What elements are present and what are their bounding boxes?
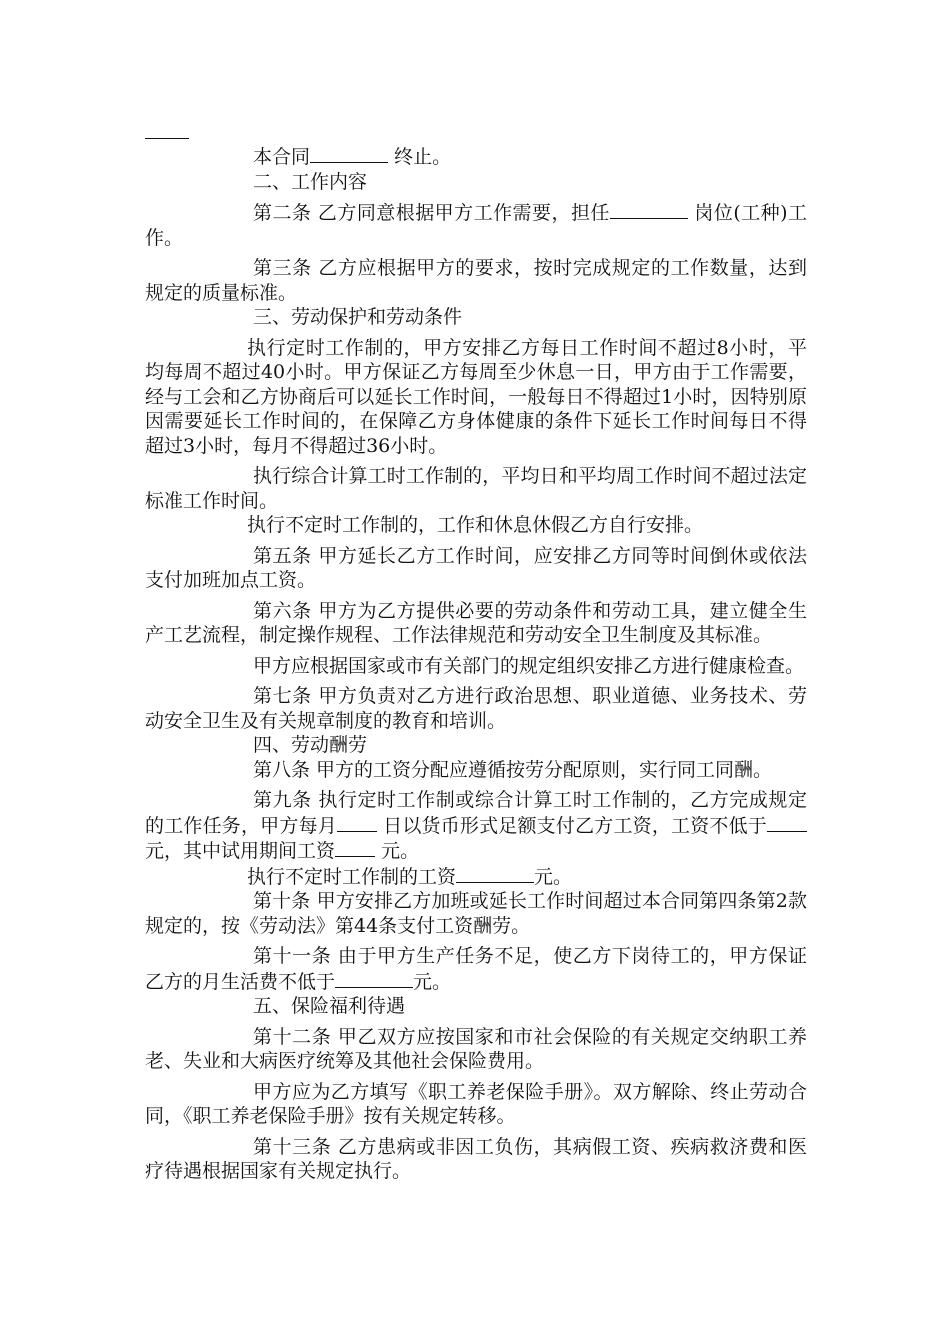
section-heading: 五、保险福利待遇 <box>253 995 406 1017</box>
blank-field <box>310 144 388 163</box>
contract-body <box>145 120 807 1184</box>
article-6: 第六条 甲方为乙方提供必要的劳动条件和劳动工具，建立健全生产工艺流程，制定操作规程、工作法律规范和劳动安全卫生制度及其标准。 <box>145 599 807 646</box>
article-12: 第十二条 甲乙双方应按国家和市社会保险的有关规定交纳职工养老、失业和大病医疗统筹及其他社会保险费用。 <box>145 1025 807 1072</box>
pension-booklet-paragraph: 甲方应为乙方填写《职工养老保险手册》。双方解除、终止劳动合同，《职工养老保险手册》按有关规定转移。 <box>145 1080 807 1127</box>
article-2: 第二条 乙方同意根据甲方工作需要，担任 岗位(工种)工作。 <box>145 202 808 249</box>
contract-end-clause: 本合同 终止。 <box>253 146 452 168</box>
flexible-hours-paragraph: 执行不定时工作制的，工作和休息休假乙方自行安排。 <box>247 514 704 536</box>
comprehensive-hours-paragraph: 执行综合计算工时工作制的，平均日和平均周工作时间不超过法定标准工作时间。 <box>145 465 807 512</box>
article-13: 第十三条 乙方患病或非因工负伤，其病假工资、疾病救济费和医疗待遇根据国家有关规定执行。 <box>145 1135 807 1182</box>
article-5: 第五条 甲方延长乙方工作时间，应安排乙方同等时间倒休或依法支付加班加点工资。 <box>145 544 807 591</box>
article-9: 第九条 执行定时工作制或综合计算工时工作制的，乙方完成规定的工作任务，甲方每月 日以货币形式足额支付乙方工资，工资不低于 元，其中试用期间工资 元。 <box>145 789 807 862</box>
blank-field <box>335 969 413 988</box>
blank-field <box>335 838 375 857</box>
article-8: 第八条 甲方的工资分配应遵循按劳分配原则，实行同工同酬。 <box>253 758 773 781</box>
section-heading: 四、劳动酬劳 <box>253 734 368 756</box>
article-3: 第三条 乙方应根据甲方的要求，按时完成规定的工作数量，达到规定的质量标准。 <box>145 257 807 304</box>
fixed-hours-paragraph: 执行定时工作制的，甲方安排乙方每日工作时间不超过8小时，平均每周不超过40小时。甲方保证乙方每周至少休息一日，甲方由于工作需要，经与工会和乙方协商后可以延长工作时间，一般每日不得超过1小时，因特别原因需要延长工作时间的，在保障乙方身体健康的条件下延长工作时间每日不得超过3小时，每月不得超过36小时。 <box>145 336 807 457</box>
section-heading: 二、工作内容 <box>253 170 368 193</box>
flexible-wage-paragraph: 执行不定时工作制的工资 元。 <box>247 865 573 888</box>
section-heading: 三、劳动保护和劳动条件 <box>253 306 463 328</box>
health-check-paragraph: 甲方应根据国家或市有关部门的规定组织安排乙方进行健康检查。 <box>253 654 805 677</box>
blank-field <box>767 813 807 832</box>
article-11: 第十一条 由于甲方生产任务不足，使乙方下岗待工的，甲方保证乙方的月生活费不低于 元。 <box>145 945 807 993</box>
blank-field <box>456 864 534 883</box>
article-10: 第十条 甲方安排乙方加班或延长工作时间超过本合同第四条第2款规定的，按《劳动法》第44条支付工资酬劳。 <box>145 890 807 937</box>
blank-field <box>337 813 377 832</box>
blank-field <box>610 200 688 219</box>
article-7: 第七条 甲方负责对乙方进行政治思想、职业道德、业务技术、劳动安全卫生及有关规章制度的教育和培训。 <box>145 685 807 732</box>
